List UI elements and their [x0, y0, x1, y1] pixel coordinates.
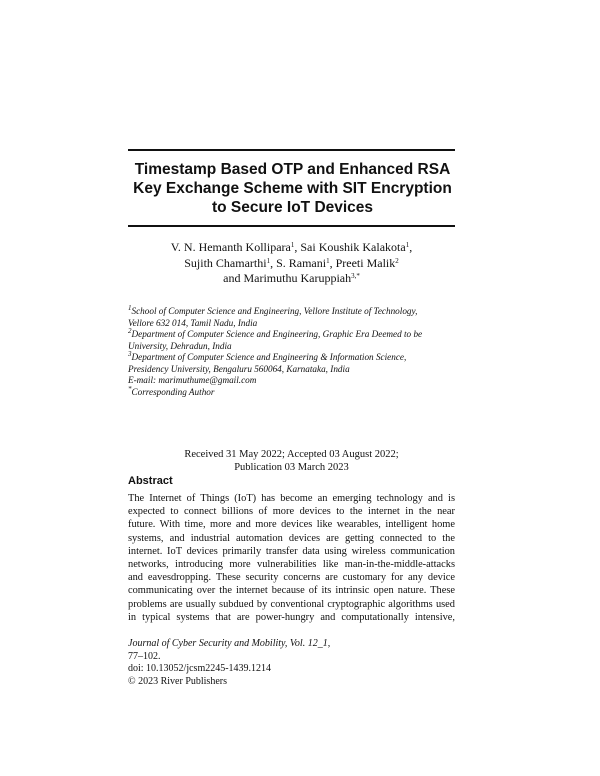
affiliation-marker: 1 — [405, 241, 410, 249]
abstract-line: expected to connect billions of more devices to the internet in the near — [128, 506, 455, 518]
author-separator: , — [409, 240, 413, 254]
journal-name: Journal of Cyber Security and Mobility, Vol. 12_1, — [128, 638, 331, 649]
affiliation-text: School of Computer Science and Engineering, Vellore Institute of Technology, — [131, 306, 418, 316]
affiliation-marker: 2 — [395, 256, 399, 265]
affiliation-line — [128, 329, 455, 341]
author-name: , S. Ramani — [270, 255, 327, 270]
author-name: and Marimuthu Karuppiah — [223, 271, 352, 285]
abstract-line: in typical systems that are power-hungry and computationally intensive, — [128, 611, 455, 623]
author-name: , Sai Koushik Kalakota — [294, 240, 406, 254]
affiliation-marker: 2 — [128, 327, 132, 335]
affiliation-marker: 3,* — [351, 272, 360, 280]
corresponding-text: Corresponding Author — [131, 386, 215, 397]
affiliation-marker: 1 — [128, 304, 132, 312]
abstract-line: systems, and industrial automation devices are getting connected to the — [128, 532, 455, 544]
affiliation-marker: 1 — [266, 256, 271, 265]
affiliation-line: University, Dehradun, India — [128, 340, 232, 351]
abstract-line: The Internet of Things (IoT) has become an emerging technology and is — [128, 493, 455, 504]
abstract-line: networks, introducing more vulnerabilities like man-in-the-middle-attacks — [128, 559, 455, 571]
journal-citation — [128, 638, 455, 663]
affiliation-line — [128, 306, 455, 318]
corresponding-note — [128, 384, 455, 399]
author-name: Sujith Chamarthi — [184, 255, 267, 270]
affiliation-line: Presidency University, Bengaluru 560064, Karnataka, India — [128, 363, 350, 374]
title-rule-bottom — [128, 225, 455, 227]
copyright: © 2023 River Publishers — [128, 675, 227, 687]
affiliation-text: Department of Computer Science and Engineering, Graphic Era Deemed to be — [131, 329, 423, 339]
abstract-line: future. With time, more and more devices like wearables, intelligent home — [128, 519, 455, 531]
abstract-line: problems are usually subdued by conventional cryptographic algorithms used — [128, 598, 455, 610]
paper-title — [120, 160, 465, 217]
author-line — [128, 256, 455, 272]
title-line: Key Exchange Scheme with SIT Encryption — [133, 180, 452, 197]
title-line: Timestamp Based OTP and Enhanced RSA — [134, 161, 451, 178]
contact-email: E-mail: marimuthume@gmail.com — [128, 375, 257, 385]
author-list — [128, 240, 455, 287]
affiliation-line — [128, 352, 455, 364]
abstract-line: communicating over the internet because of its intrinsic open nature. These — [128, 585, 455, 597]
affiliation-text: Department of Computer Science and Engineering & Information Science, — [131, 352, 407, 362]
affiliation-marker: 1 — [290, 241, 295, 249]
affiliations — [128, 306, 455, 398]
abstract-line: and eavesdropping. These security concerns are customary for any device — [128, 572, 455, 584]
journal-footer — [128, 638, 455, 688]
title-line: to Secure IoT Devices — [211, 199, 374, 216]
affiliation-line: Vellore 632 014, Tamil Nadu, India — [128, 317, 258, 328]
author-line — [128, 240, 455, 256]
publication-dates — [128, 448, 455, 474]
abstract-line: internet. IoT devices primarily transfer data using wireless communication — [128, 545, 455, 557]
author-name: V. N. Hemanth Kollipara — [170, 240, 291, 254]
abstract-heading: Abstract — [128, 475, 173, 487]
abstract-body — [128, 492, 455, 624]
author-name: , Preeti Malik — [329, 255, 396, 270]
doi: doi: 10.13052/jcsm2245-1439.1214 — [128, 663, 272, 675]
title-rule-top — [128, 149, 455, 151]
dates-line: Publication 03 March 2023 — [234, 462, 349, 473]
journal-pages: 77–102. — [128, 650, 161, 662]
corresponding-marker: * — [128, 384, 132, 393]
dates-line: Received 31 May 2022; Accepted 03 August 2022; — [184, 449, 399, 460]
affiliation-marker: 3 — [128, 350, 132, 358]
author-line — [128, 271, 455, 287]
affiliation-marker: 1 — [326, 256, 330, 265]
